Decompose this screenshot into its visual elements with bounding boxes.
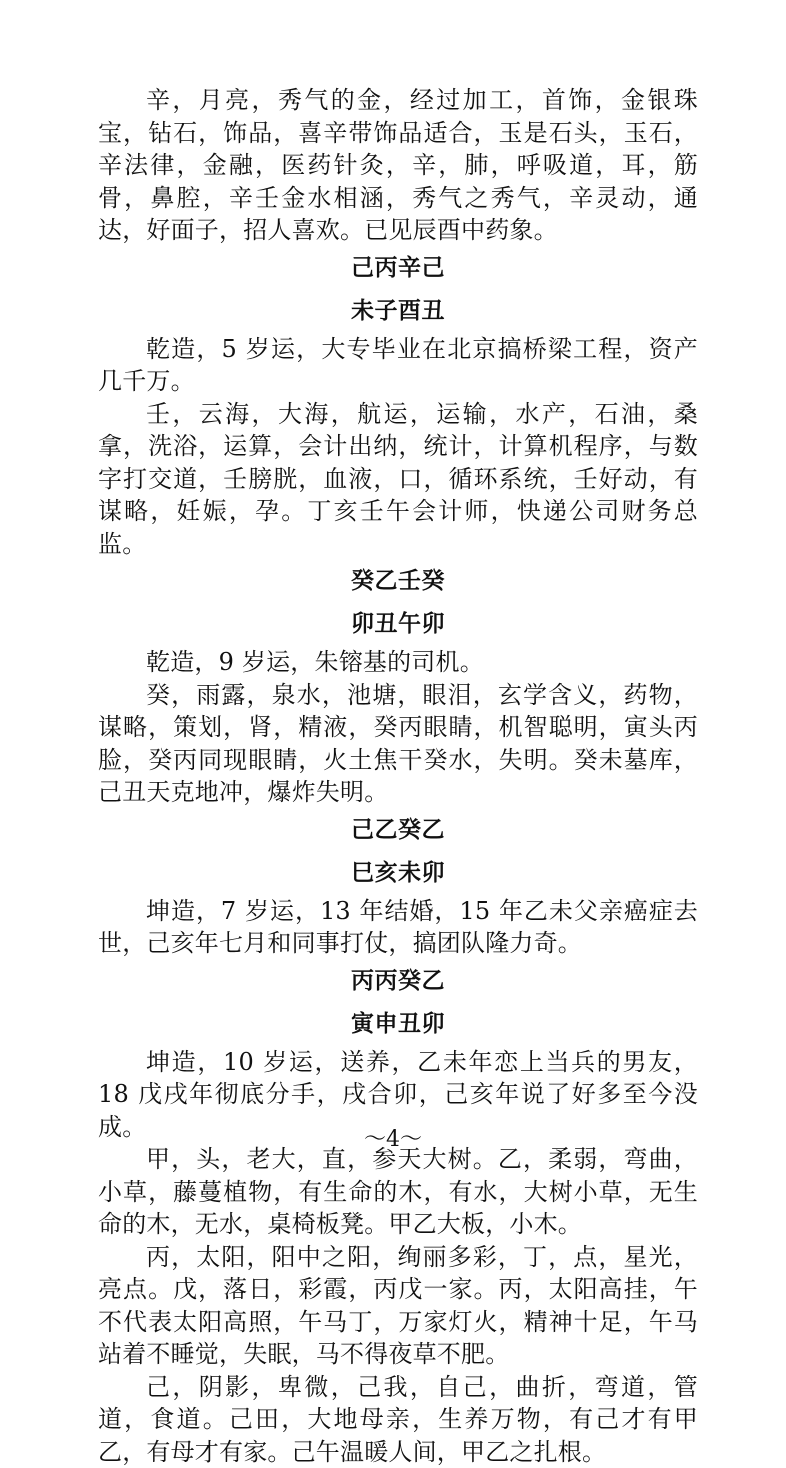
paragraph-jia-yi-wood: 甲，头，老大，直，参天大树。乙，柔弱，弯曲，小草，藤蔓植物，有生命的木，有水，大树小草，无生命的木，无水，桌椅板凳。甲乙大板，小木。: [98, 1143, 698, 1241]
paragraph-case-4: 坤造，10 岁运，送养，乙未年恋上当兵的男友，18 戊戌年彻底分手，戌合卯，己亥年说了好多至今没成。: [98, 1046, 698, 1144]
paragraph-ji-earth: 己，阴影，卑微，己我，自己，曲折，弯道，管道，食道。己田，大地母亲，生养万物，有己才有甲乙，有母才有家。己午温暖人间，甲乙之扎根。: [98, 1371, 698, 1468]
chart-heading-branches-1: 未子酉丑: [98, 290, 698, 333]
page-number: ～4～: [0, 1122, 786, 1153]
paragraph-ren-water: 壬，云海，大海，航运，运输，水产，石油，桑拿，洗浴，运算，会计出纳，统计，计算机程序，与数字打交道，壬膀胱，血液，口，循环系统，壬好动，有谋略，妊娠，孕。丁亥壬午会计师，快递公司财务总监。: [98, 398, 698, 561]
page-content: [98, 84, 698, 1468]
paragraph-bing-fire: 丙，太阳，阳中之阳，绚丽多彩，丁，点，星光，亮点。戊，落日，彩霞，丙戊一家。丙，太阳高挂，午不代表太阳高照，午马丁，万家灯火，精神十足，午马站着不睡觉，失眠，马不得夜草不肥。: [98, 1241, 698, 1371]
chart-heading-stems-2: 癸乙壬癸: [98, 560, 698, 603]
paragraph-xin-metal: 辛，月亮，秀气的金，经过加工，首饰，金银珠宝，钻石，饰品，喜辛带饰品适合，玉是石头，玉石，辛法律，金融，医药针灸，辛，肺，呼吸道，耳，筋骨，鼻腔，辛壬金水相涵，秀气之秀气，辛灵动，通达，好面子，招人喜欢。已见辰酉中药象。: [98, 84, 698, 247]
paragraph-case-3: 坤造，7 岁运，13 年结婚，15 年乙未父亲癌症去世，己亥年七月和同事打仗，搞团队隆力奇。: [98, 895, 698, 960]
chart-heading-branches-2: 卯丑午卯: [98, 603, 698, 646]
chart-heading-stems-3: 己乙癸乙: [98, 809, 698, 852]
chart-heading-branches-4: 寅申丑卯: [98, 1003, 698, 1046]
paragraph-case-1: 乾造，5 岁运，大专毕业在北京搞桥梁工程，资产几千万。: [98, 333, 698, 398]
chart-heading-branches-3: 巳亥未卯: [98, 852, 698, 895]
chart-heading-stems-4: 丙丙癸乙: [98, 960, 698, 1003]
paragraph-gui-water: 癸，雨露，泉水，池塘，眼泪，玄学含义，药物，谋略，策划，肾，精液，癸丙眼睛，机智聪明，寅头丙脸，癸丙同现眼睛，火土焦干癸水，失明。癸未墓库，己丑天克地冲，爆炸失明。: [98, 679, 698, 809]
paragraph-case-2: 乾造，9 岁运，朱镕基的司机。: [98, 646, 698, 679]
chart-heading-stems-1: 己丙辛己: [98, 247, 698, 290]
